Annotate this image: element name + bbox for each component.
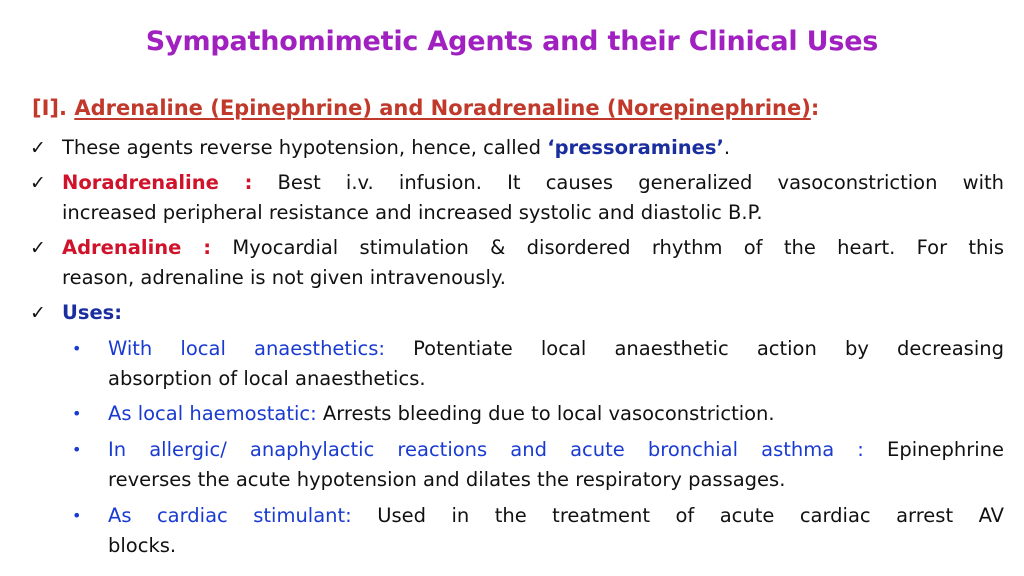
use-label: As cardiac stimulant: xyxy=(108,504,352,527)
use-cardiac-stimulant-line1 xyxy=(108,501,1004,531)
use-text-1: Epinephrine xyxy=(887,438,1004,461)
uses-label: Uses: xyxy=(62,301,123,324)
noradrenaline-text-2: increased peripheral resistance and increased systolic and diastolic B.P. xyxy=(62,201,763,224)
section-heading-text: Adrenaline (Epinephrine) and Noradrenaline (Norepinephrine) xyxy=(74,96,811,120)
use-text-1: Arrests bleeding due to local vasoconstriction. xyxy=(322,402,775,425)
bullet-icon: • xyxy=(72,440,82,459)
use-text-1: Used in the treatment of acute cardiac arrest AV xyxy=(377,504,1004,527)
section-heading xyxy=(32,96,819,120)
check-icon: ✓ xyxy=(30,302,46,324)
use-label: In allergic/ anaphylactic reactions and acute bronchial asthma : xyxy=(108,438,864,461)
pressoramines-term: ‘pressoramines’ xyxy=(547,136,724,159)
slide-title: Sympathomimetic Agents and their Clinical Uses xyxy=(145,26,879,57)
use-text-2: blocks. xyxy=(108,534,177,557)
point-adrenaline-line1 xyxy=(62,233,1004,263)
use-label: With local anaesthetics: xyxy=(108,337,385,360)
check-icon: ✓ xyxy=(30,172,46,194)
noradrenaline-text-1: Best i.v. infusion. It causes generalized vasoconstriction with xyxy=(277,171,1004,194)
use-local-haemostatic xyxy=(108,399,775,429)
use-text-1: Potentiate local anaesthetic action by decreasing xyxy=(413,337,1004,360)
use-text-2: absorption of local anaesthetics. xyxy=(108,367,426,390)
use-local-anaesthetics-line1 xyxy=(108,334,1004,364)
adrenaline-label: Adrenaline : xyxy=(62,236,212,259)
adrenaline-text-1: Myocardial stimulation & disordered rhythm of the heart. For this xyxy=(232,236,1004,259)
bullet-icon: • xyxy=(72,404,82,423)
adrenaline-text-2: reason, adrenaline is not given intravenously. xyxy=(62,266,506,289)
section-heading-colon: : xyxy=(810,96,820,120)
point-text: These agents reverse hypotension, hence, called xyxy=(62,136,548,159)
section-number: [I]. xyxy=(32,96,67,120)
bullet-icon: • xyxy=(72,506,82,525)
check-icon: ✓ xyxy=(30,137,46,159)
check-icon: ✓ xyxy=(30,237,46,259)
bullet-icon: • xyxy=(72,339,82,358)
point-pressoramines xyxy=(62,133,730,163)
use-allergic-line1 xyxy=(108,435,1004,465)
point-noradrenaline-line1 xyxy=(62,168,1004,198)
noradrenaline-label: Noradrenaline : xyxy=(62,171,253,194)
point-end: . xyxy=(723,136,731,159)
use-label: As local haemostatic: xyxy=(108,402,317,425)
use-text-2: reverses the acute hypotension and dilates the respiratory passages. xyxy=(108,468,786,491)
